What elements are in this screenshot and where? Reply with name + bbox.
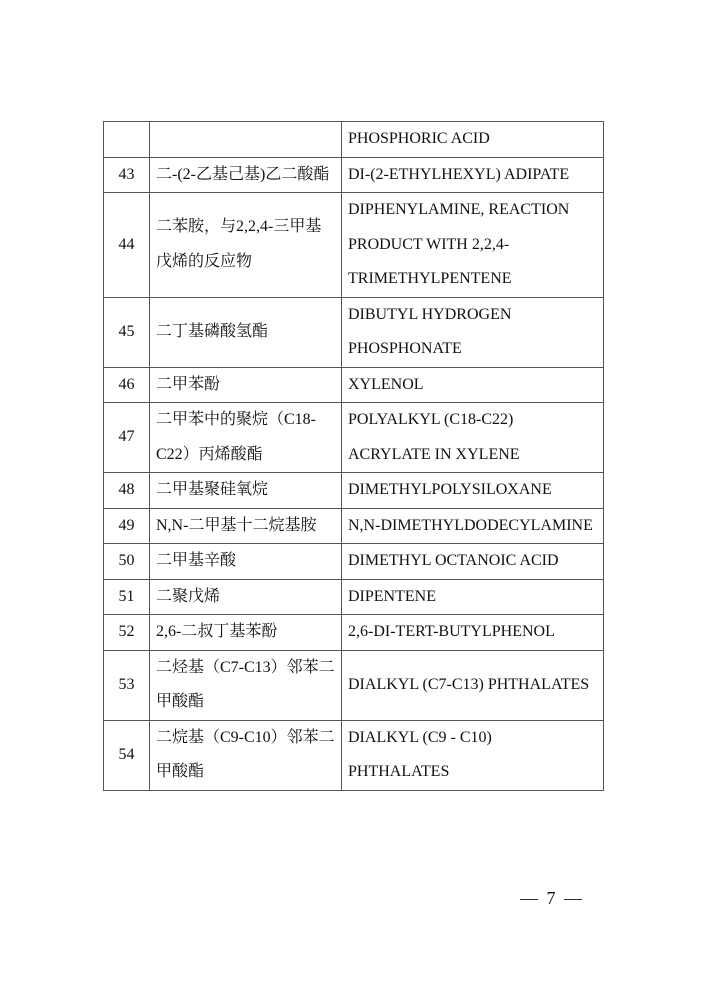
english-name: DI-(2-ETHYLHEXYL) ADIPATE	[342, 157, 604, 193]
chinese-name: N,N-二甲基十二烷基胺	[150, 508, 342, 544]
page-number: — 7 —	[520, 888, 584, 908]
chinese-name: 二甲基聚硅氧烷	[150, 473, 342, 509]
english-name: PHOSPHORIC ACID	[342, 122, 604, 158]
row-number: 44	[104, 193, 150, 298]
row-number: 52	[104, 615, 150, 651]
chinese-name: 二丁基磷酸氢酯	[150, 297, 342, 367]
english-name: DIPHENYLAMINE, REACTION PRODUCT WITH 2,2,4-TRIMETHYLPENTENE	[342, 193, 604, 298]
table-row	[104, 579, 604, 615]
chinese-name: 二甲苯酚	[150, 367, 342, 403]
english-name: DIMETHYLPOLYSILOXANE	[342, 473, 604, 509]
table-row	[104, 650, 604, 720]
english-name: XYLENOL	[342, 367, 604, 403]
table-row	[104, 473, 604, 509]
row-number: 53	[104, 650, 150, 720]
english-name: N,N-DIMETHYLDODECYLAMINE	[342, 508, 604, 544]
table-row	[104, 508, 604, 544]
table-row	[104, 193, 604, 298]
english-name: DIBUTYL HYDROGEN PHOSPHONATE	[342, 297, 604, 367]
english-name: DIALKYL (C9 - C10) PHTHALATES	[342, 720, 604, 790]
row-number: 51	[104, 579, 150, 615]
english-name: DIPENTENE	[342, 579, 604, 615]
english-name: POLYALKYL (C18-C22) ACRYLATE IN XYLENE	[342, 403, 604, 473]
table-row	[104, 615, 604, 651]
english-name: 2,6-DI-TERT-BUTYLPHENOL	[342, 615, 604, 651]
chinese-name: 二烃基（C7-C13）邻苯二甲酸酯	[150, 650, 342, 720]
row-number	[104, 122, 150, 158]
row-number: 49	[104, 508, 150, 544]
table-row	[104, 367, 604, 403]
table-row	[104, 544, 604, 580]
chinese-name: 二烷基（C9-C10）邻苯二甲酸酯	[150, 720, 342, 790]
chinese-name: 二甲苯中的聚烷（C18-C22）丙烯酸酯	[150, 403, 342, 473]
row-number: 50	[104, 544, 150, 580]
table-row	[104, 403, 604, 473]
table-row	[104, 720, 604, 790]
chinese-name: 二聚戊烯	[150, 579, 342, 615]
row-number: 48	[104, 473, 150, 509]
row-number: 43	[104, 157, 150, 193]
chemical-list-table	[103, 121, 604, 791]
english-name: DIALKYL (C7-C13) PHTHALATES	[342, 650, 604, 720]
row-number: 45	[104, 297, 150, 367]
chinese-name: 2,6-二叔丁基苯酚	[150, 615, 342, 651]
row-number: 46	[104, 367, 150, 403]
row-number: 54	[104, 720, 150, 790]
table-row	[104, 297, 604, 367]
row-number: 47	[104, 403, 150, 473]
chinese-name	[150, 122, 342, 158]
chinese-name: 二-(2-乙基己基)乙二酸酯	[150, 157, 342, 193]
english-name: DIMETHYL OCTANOIC ACID	[342, 544, 604, 580]
table-row	[104, 122, 604, 158]
table-row	[104, 157, 604, 193]
chinese-name: 二甲基辛酸	[150, 544, 342, 580]
chinese-name: 二苯胺，与2,2,4-三甲基戊烯的反应物	[150, 193, 342, 298]
